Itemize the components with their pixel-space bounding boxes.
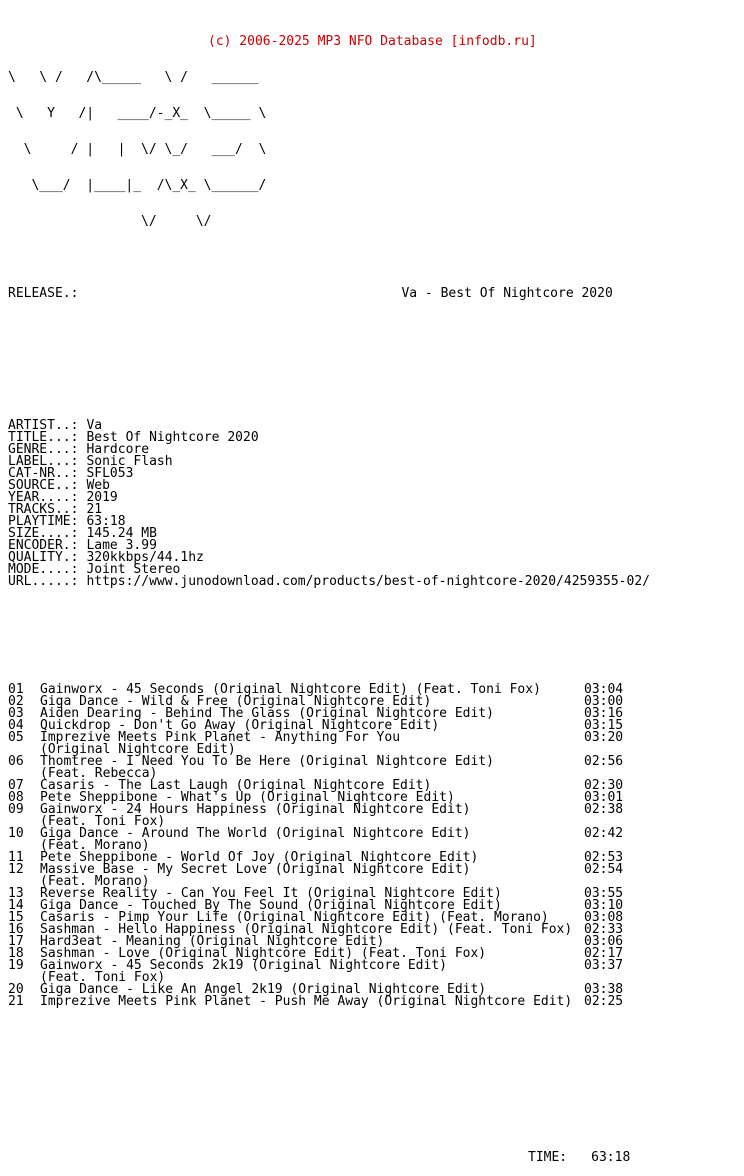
track-duration: 03:06	[584, 934, 624, 949]
track-title: Sashman - Hello Happiness (Original Nightcore Edit) (Feat. Toni Fox)	[40, 922, 573, 937]
track-duration: 03:08	[584, 910, 624, 925]
track-title: Giga Dance - Like An Angel 2k19 (Original Nightcore Edit)	[40, 982, 487, 997]
info-value: Sonic Flash	[86, 454, 173, 469]
info-value: 63:18	[86, 514, 126, 529]
release-label: RELEASE.:	[8, 286, 79, 301]
copyright-line	[8, 36, 744, 48]
track-duration: 02:54	[584, 862, 624, 877]
info-block	[8, 420, 744, 588]
track-number: 03	[8, 706, 24, 721]
release-line	[8, 288, 744, 300]
info-value: https://www.junodownload.com/products/best-of-nightcore-2020/4259355-02/	[86, 574, 650, 589]
track-title: Quickdrop - Don't Go Away (Original Nightcore Edit)	[40, 718, 440, 733]
info-value: 320kkbps/44.1hz	[86, 550, 204, 565]
logo-art-line-4: \___/ |____|_ /\_X_ \______/	[8, 178, 267, 193]
track-title: Imprezive Meets Pink Planet - Push Me Away (Original Nightcore Edit)	[40, 994, 573, 1009]
track-row	[8, 912, 744, 924]
info-value: 145.24 MB	[86, 526, 157, 541]
track-title: Thomtree - I Need You To Be Here (Original Nightcore Edit)	[40, 754, 494, 769]
track-title: Gainworx - 45 Seconds (Original Nightcore Edit) (Feat. Toni Fox)	[40, 682, 541, 697]
track-duration: 03:55	[584, 886, 624, 901]
track-title: Gainworx - 24 Hours Happiness (Original Nightcore Edit)	[40, 802, 471, 817]
track-number: 09	[8, 802, 24, 817]
track-number: 11	[8, 850, 24, 865]
track-duration: 02:33	[584, 922, 624, 937]
track-title: Hard3eat - Meaning (Original Nightcore Edit)	[40, 934, 385, 949]
track-title: Giga Dance - Around The World (Original Nightcore Edit)	[40, 826, 471, 841]
track-duration: 03:38	[584, 982, 624, 997]
track-number: 19	[8, 958, 24, 973]
track-row	[8, 960, 744, 972]
info-row	[8, 576, 744, 588]
info-key: URL.....:	[8, 574, 79, 589]
track-title-continuation: (Feat. Morano)	[40, 874, 150, 889]
track-number: 21	[8, 994, 24, 1009]
info-key: TRACKS..:	[8, 502, 79, 517]
release-value: Va - Best Of Nightcore 2020	[401, 286, 613, 301]
info-value: Joint Stereo	[86, 562, 181, 577]
total-time-value: 63:18	[591, 1150, 631, 1165]
info-key: YEAR....:	[8, 490, 79, 505]
logo-art-line-2: \ Y /| ____/-_X_ \_____ \	[8, 106, 267, 121]
track-duration: 02:17	[584, 946, 624, 961]
track-duration: 03:16	[584, 706, 624, 721]
track-duration: 03:15	[584, 718, 624, 733]
track-title-continuation: (Original Nightcore Edit)	[40, 742, 236, 757]
info-value: Best Of Nightcore 2020	[86, 430, 259, 445]
track-number: 06	[8, 754, 24, 769]
track-number: 14	[8, 898, 24, 913]
info-key: CAT-NR..:	[8, 466, 79, 481]
info-row	[8, 492, 744, 504]
track-duration: 02:30	[584, 778, 624, 793]
track-duration: 03:10	[584, 898, 624, 913]
track-title: Giga Dance - Touched By The Sound (Original Nightcore Edit)	[40, 898, 502, 913]
track-title: Massive Base - My Secret Love (Original Nightcore Edit)	[40, 862, 471, 877]
track-number: 20	[8, 982, 24, 997]
track-title: Imprezive Meets Pink Planet - Anything For You	[40, 730, 401, 745]
info-row	[8, 468, 744, 480]
track-duration: 03:04	[584, 682, 624, 697]
track-number: 12	[8, 862, 24, 877]
info-row	[8, 480, 744, 492]
info-key: MODE....:	[8, 562, 79, 577]
track-number: 18	[8, 946, 24, 961]
copyright-notice: (c) 2006-2025 MP3 NFO Database [infodb.ru]	[208, 34, 537, 49]
track-title: Reverse Reality - Can You Feel It (Original Nightcore Edit)	[40, 886, 502, 901]
info-key: TITLE...:	[8, 430, 79, 445]
track-row	[8, 948, 744, 960]
track-number: 13	[8, 886, 24, 901]
track-duration: 03:01	[584, 790, 624, 805]
track-title-continuation: (Feat. Toni Fox)	[40, 814, 166, 829]
track-number: 08	[8, 790, 24, 805]
info-value: 2019	[86, 490, 118, 505]
track-title: Casaris - The Last Laugh (Original Nightcore Edit)	[40, 778, 432, 793]
info-value: SFL053	[86, 466, 134, 481]
total-time-line	[8, 1152, 744, 1164]
logo-art-line-3: \ / | | \/ \_/ ___/ \	[8, 142, 267, 157]
info-value: Va	[86, 418, 103, 433]
track-number: 07	[8, 778, 24, 793]
track-duration: 02:53	[584, 850, 624, 865]
track-number: 15	[8, 910, 24, 925]
info-key: PLAYTIME:	[8, 514, 79, 529]
info-key: QUALITY.:	[8, 550, 79, 565]
track-duration: 02:38	[584, 802, 624, 817]
info-value: Web	[86, 478, 110, 493]
track-row	[8, 996, 744, 1008]
track-title: Pete Sheppibone - World Of Joy (Original Nightcore Edit)	[40, 850, 479, 865]
logo-art-line-1: \ \ / /\_____ \ / ______	[8, 70, 259, 85]
track-number: 05	[8, 730, 24, 745]
track-title: Pete Sheppibone - What's Up (Original Nightcore Edit)	[40, 790, 455, 805]
track-number: 17	[8, 934, 24, 949]
info-value: Hardcore	[86, 442, 150, 457]
track-duration: 02:42	[584, 826, 624, 841]
nfo-document	[8, 0, 744, 1176]
track-number: 02	[8, 694, 24, 709]
track-duration: 03:20	[584, 730, 624, 745]
track-title: Casaris - Pimp Your Life (Original Nightcore Edit) (Feat. Morano)	[40, 910, 549, 925]
track-title: Gainworx - 45 Seconds 2k19 (Original Nightcore Edit)	[40, 958, 447, 973]
track-number: 16	[8, 922, 24, 937]
info-value: 21	[86, 502, 103, 517]
track-title: Giga Dance - Wild & Free (Original Nightcore Edit)	[40, 694, 432, 709]
info-key: ARTIST..:	[8, 418, 79, 433]
track-duration: 02:25	[584, 994, 624, 1009]
info-value: Lame 3.99	[86, 538, 157, 553]
info-key: SOURCE..:	[8, 478, 79, 493]
track-title-continuation: (Feat. Morano)	[40, 838, 150, 853]
track-title: Sashman - Love (Original Nightcore Edit) (Feat. Toni Fox)	[40, 946, 487, 961]
info-key: ENCODER.:	[8, 538, 79, 553]
track-title: Aiden Dearing - Behind The Glass (Original Nightcore Edit)	[40, 706, 494, 721]
track-row	[8, 924, 744, 936]
track-title-continuation: (Feat. Toni Fox)	[40, 970, 166, 985]
total-time-label: TIME:	[528, 1150, 568, 1165]
track-duration: 03:37	[584, 958, 624, 973]
track-number: 04	[8, 718, 24, 733]
info-key: SIZE....:	[8, 526, 79, 541]
track-number: 10	[8, 826, 24, 841]
logo-art-line-5: \/ \/	[8, 214, 212, 229]
track-title-continuation: (Feat. Rebecca)	[40, 766, 158, 781]
track-list	[8, 684, 744, 1008]
track-row	[8, 984, 744, 996]
track-row-continuation	[8, 972, 744, 984]
info-key: LABEL...:	[8, 454, 79, 469]
track-duration: 02:56	[584, 754, 624, 769]
track-row	[8, 900, 744, 912]
info-key: GENRE...:	[8, 442, 79, 457]
track-number: 01	[8, 682, 24, 697]
track-duration: 03:00	[584, 694, 624, 709]
track-row	[8, 936, 744, 948]
